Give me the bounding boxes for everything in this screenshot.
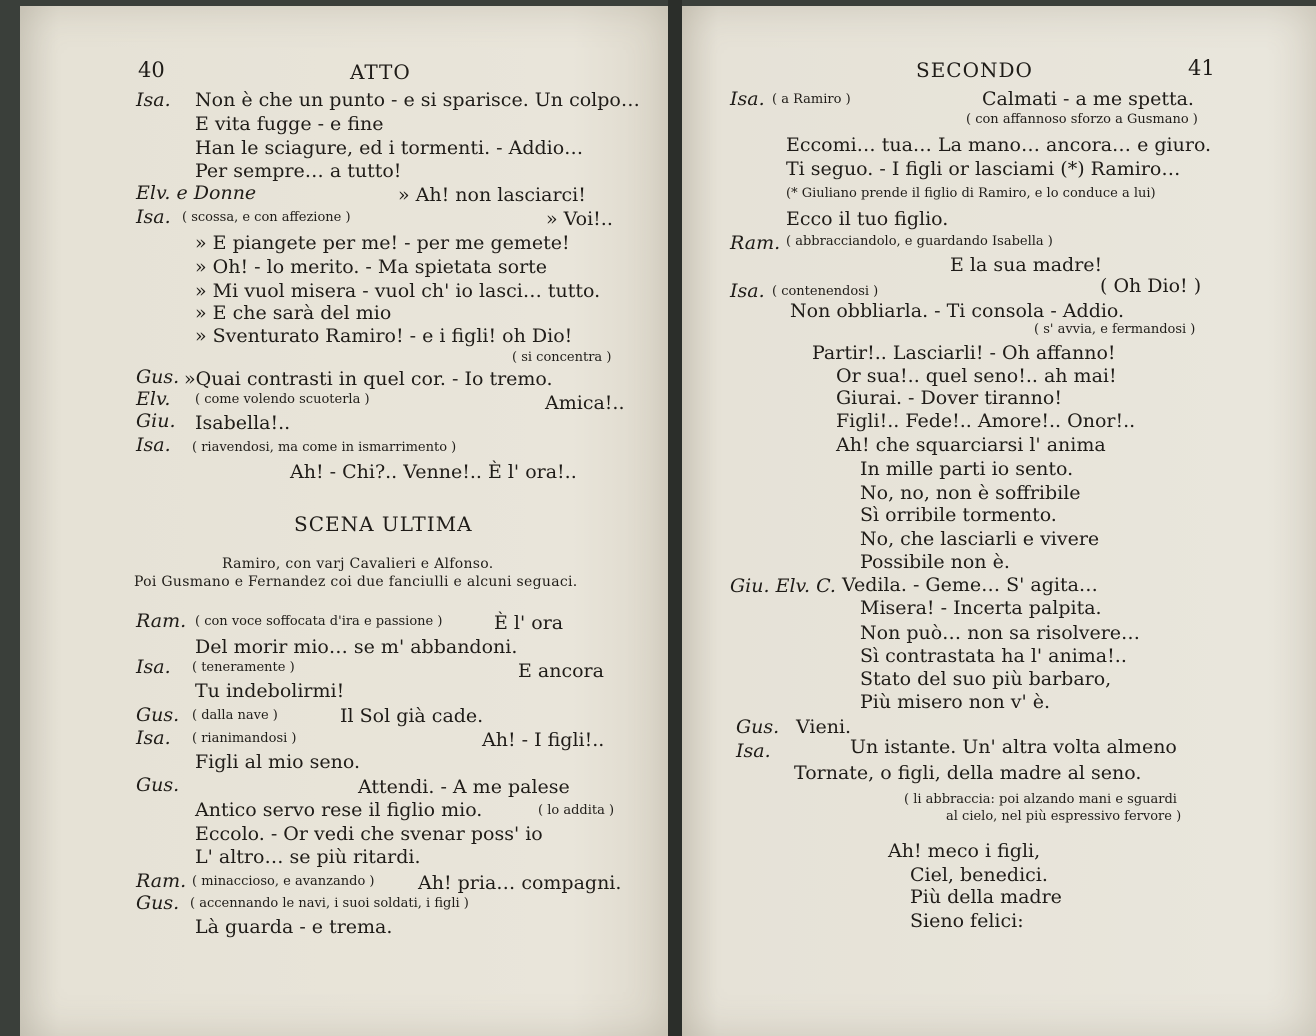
stage-direction: ( accennando le navi, i suoi soldati, i figli ) [190,896,469,911]
stage-direction: ( teneramente ) [192,660,295,675]
speaker: Elv. [136,388,171,410]
verse-line: Eccolo. - Or vedi che svenar poss' io [195,823,543,845]
stage-direction: (* Giuliano prende il figlio di Ramiro, e lo conduce a lui) [786,186,1156,201]
verse-line: Sì orribile tormento. [860,504,1057,526]
verse-line: L' altro… se più ritardi. [195,846,421,868]
verse-line: Han le sciagure, ed i tormenti. - Addio… [195,137,584,159]
verse-line: Amica!.. [545,392,625,414]
verse-line: » Ah! non lasciarci! [398,184,586,206]
verse-line: Ecco il tuo figlio. [786,208,949,230]
speaker: Isa. [136,656,171,678]
stage-direction: ( s' avvia, e fermandosi ) [1034,322,1196,337]
verse-line: E la sua madre! [950,254,1103,276]
page-number-right: 41 [1188,56,1215,80]
stage-direction: ( rianimandosi ) [192,731,297,746]
verse-line: Là guarda - e trema. [195,916,393,938]
verse-line: Del morir mio… se m' abbandoni. [195,636,518,658]
speaker: Gus. [136,774,180,796]
speaker: Ram. [730,232,781,254]
verse-line: Misera! - Incerta palpita. [860,597,1102,619]
verse-line: Ah! - I figli!.. [482,729,605,751]
verse-line: Or sua!.. quel seno!.. ah mai! [836,365,1117,387]
speaker: Giu. Elv. C. [730,575,836,597]
verse-line: Figli!.. Fede!.. Amore!.. Onor!.. [836,410,1136,432]
verse-line: Non è che un punto - e si sparisce. Un colpo… [195,89,640,111]
verse-line: In mille parti io sento. [860,458,1074,480]
verse-line: Per sempre… a tutto! [195,160,402,182]
verse-line: Isabella!.. [195,412,291,434]
stage-direction: ( si concentra ) [512,350,612,365]
speaker: Gus. [136,366,180,388]
verse-line: Ah! pria… compagni. [418,872,622,894]
verse-line: Ti seguo. - I figli or lasciami (*) Ramiro… [786,158,1181,180]
stage-direction: ( lo addita ) [538,803,615,818]
verse-line: Ah! che squarciarsi l' anima [836,434,1106,456]
running-head-right: SECONDO [916,58,1033,82]
stage-direction: ( contenendosi ) [772,284,879,299]
cast-list: Poi Gusmano e Fernandez coi due fanciulli e alcuni seguaci. [134,574,578,590]
scene-title: SCENA ULTIMA [294,512,473,536]
verse-line: Non può… non sa risolvere… [860,622,1141,644]
running-head-left: ATTO [350,60,411,84]
verse-line: Vieni. [796,716,852,738]
speaker: Ram. [136,610,187,632]
verse-line: Partir!.. Lasciarli! - Oh affanno! [812,342,1116,364]
speaker: Elv. e Donne [136,182,257,204]
speaker: Isa. [136,727,171,749]
verse-line: Più della madre [910,886,1062,908]
verse-line: ( Oh Dio! ) [1100,275,1202,297]
stage-direction: ( scossa, e con affezione ) [182,210,351,225]
page-number-left: 40 [138,58,165,82]
verse-line: Tu indebolirmi! [195,680,345,702]
verse-line: Attendi. - A me palese [358,776,570,798]
stage-direction: ( a Ramiro ) [772,92,851,107]
verse-line: Giurai. - Dover tiranno! [836,387,1062,409]
stage-direction: al cielo, nel più espressivo fervore ) [946,809,1182,824]
speaker: Gus. [136,704,180,726]
verse-line: Ah! meco i figli, [888,840,1041,862]
verse-line: » Sventurato Ramiro! - e i figli! oh Dio! [195,325,573,347]
verse-line: Vedila. - Geme… S' agita… [842,574,1098,596]
stage-direction: ( li abbraccia: poi alzando mani e sguardi [904,792,1177,807]
speaker: Isa. [730,280,765,302]
verse-line: Ah! - Chi?.. Venne!.. È l' ora!.. [290,461,577,483]
verse-line: Possibile non è. [860,551,1010,573]
verse-line: È l' ora [494,612,564,634]
verse-line: » E che sarà del mio [195,302,392,324]
stage-direction: ( con voce soffocata d'ira e passione ) [195,614,443,629]
stage-direction: ( abbracciandolo, e guardando Isabella ) [786,234,1053,249]
speaker: Giu. [136,410,176,432]
book-gutter [668,0,682,1036]
verse-line: Eccomi… tua… La mano… ancora… e giuro. [786,134,1212,156]
verse-line: Stato del suo più barbaro, [860,668,1112,690]
verse-line: Il Sol già cade. [340,705,484,727]
stage-direction: ( riavendosi, ma come in ismarrimento ) [192,440,457,455]
verse-line: »Quai contrasti in quel cor. - Io tremo. [184,368,553,390]
verse-line: Antico servo rese il figlio mio. [195,799,483,821]
speaker: Ram. [136,870,187,892]
stage-direction: ( minaccioso, e avanzando ) [192,874,375,889]
verse-line: Calmati - a me spetta. [982,88,1194,110]
stage-direction: ( come volendo scuoterla ) [195,392,370,407]
verse-line: Tornate, o figli, della madre al seno. [794,762,1142,784]
verse-line: No, che lasciarli e vivere [860,528,1100,550]
verse-line: Non obbliarla. - Ti consola - Addio. [790,300,1125,322]
speaker: Isa. [136,89,171,111]
speaker: Gus. [136,892,180,914]
speaker: Gus. [736,716,780,738]
verse-line: Sì contrastata ha l' anima!.. [860,645,1127,667]
verse-line: Sieno felici: [910,910,1024,932]
speaker: Isa. [136,206,171,228]
cast-list: Ramiro, con varj Cavalieri e Alfonso. [222,556,494,572]
stage-direction: ( con affannoso sforzo a Gusmano ) [966,112,1198,127]
verse-line: No, no, non è soffribile [860,482,1081,504]
verse-line: Un istante. Un' altra volta almeno [850,736,1177,758]
verse-line: Figli al mio seno. [195,751,361,773]
verse-line: » Mi vuol misera - vuol ch' io lasci… tutto. [195,280,601,302]
verse-line: E ancora [518,660,604,682]
speaker: Isa. [730,88,765,110]
verse-line: Più misero non v' è. [860,691,1051,713]
stage-direction: ( dalla nave ) [192,708,278,723]
speaker: Isa. [136,434,171,456]
verse-line: E vita fugge - e fine [195,113,384,135]
verse-line: » E piangete per me! - per me gemete! [195,232,570,254]
speaker: Isa. [736,740,771,762]
verse-line: Ciel, benedici. [910,864,1048,886]
verse-line: » Oh! - lo merito. - Ma spietata sorte [195,256,548,278]
verse-line: » Voi!.. [546,208,613,230]
